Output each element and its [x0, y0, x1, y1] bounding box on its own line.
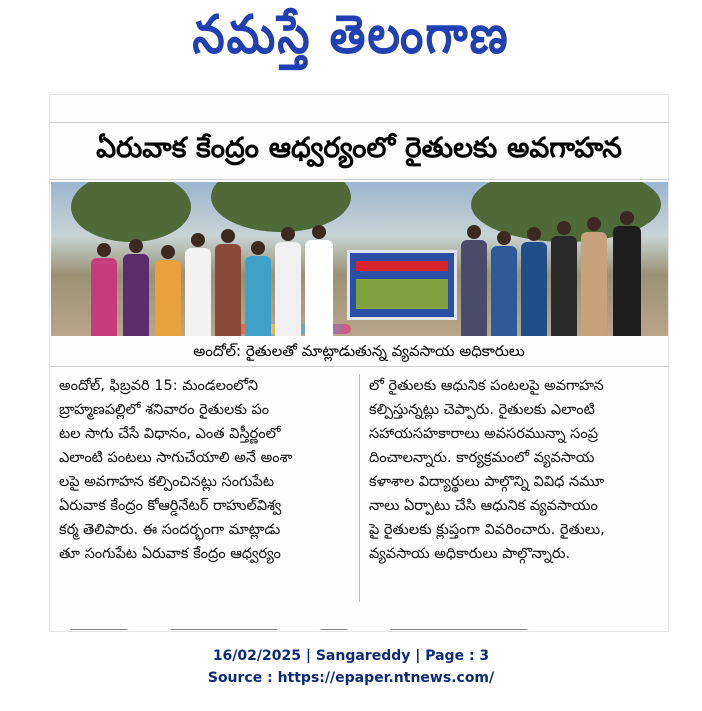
column-divider [359, 374, 360, 602]
event-banner [347, 250, 457, 320]
person-figure [551, 221, 577, 336]
text-line: టల సాగు చేసే విధానం, ఎంత విస్తీర్ణంలో [59, 426, 281, 442]
text-line: కల్పిస్తున్నట్లు చెప్పారు. రైతులకు ఎలాంటి [369, 402, 595, 418]
text-line: ఏరువాక కేంద్రం కోఆర్డినేటర్ రాహుల్‌విశ్వ [59, 498, 282, 514]
text-line: లపై అవగాహన కల్పించినట్లు సంగుపేట [59, 474, 275, 490]
text-line: నాలు ఏర్పాటు చేసి ఆధునిక వ్యవసాయం [369, 498, 598, 514]
article-column-left [59, 374, 351, 566]
text-line: బ్రాహ్మణపల్లిలో శనివారం రైతులకు పం [59, 402, 270, 418]
person-figure [185, 233, 211, 336]
text-line: వ్యవసాయ అధికారులు పాల్గొన్నారు. [369, 546, 571, 562]
person-figure [581, 217, 607, 336]
text-line: తూ సంగుపేట ఏరువాక కేంద్రం ఆధ్వర్యం [59, 546, 281, 562]
news-clipping [49, 94, 669, 632]
person-figure [155, 245, 181, 336]
text-line: లో రైతులకు ఆధునిక పంటలపై అవగాహన [369, 378, 604, 394]
article-headline: ఏరువాక కేంద్రం ఆధ్వర్యంలో రైతులకు అవగాహన [49, 122, 669, 180]
date-edition-line: 16/02/2025 | Sangareddy | Page : 3 [212, 648, 490, 664]
person-figure [91, 243, 117, 336]
person-figure [613, 211, 641, 336]
person-figure [215, 229, 241, 336]
source-line: Source : https://epaper.ntnews.com/ [207, 670, 495, 686]
person-figure [275, 227, 301, 336]
text-line: సహాయసహకారాలు అవసరమున్నా సంప్ర [369, 426, 598, 442]
newspaper-masthead [0, 3, 702, 70]
clipping-cut-edge [69, 620, 649, 630]
person-figure [491, 231, 517, 336]
text-line: పై రైతులకు క్లుప్తంగా వివరించారు. రైతులు, [369, 522, 605, 538]
person-figure [305, 225, 333, 336]
text-line: ఎలాంటి పంటలు సాగుచేయాలి అనే అంశా [59, 450, 293, 466]
text-line: కర్మ తెలిపారు. ఈ సందర్భంగా మాట్లాడు [59, 522, 281, 538]
text-line: దించాలన్నారు. కార్యక్రమంలో వ్యవసాయ [369, 450, 595, 466]
person-figure [123, 239, 149, 336]
text-line: కళాశాల విద్యార్థులు పాల్గొన్ని వివిధ నమూ [369, 474, 605, 490]
person-figure [461, 225, 487, 336]
text-line: అందోల్, ఫిబ్రవరి 15: మండలంలోని [59, 378, 258, 394]
person-figure [521, 227, 547, 336]
article-column-right [369, 374, 661, 566]
photo-caption: అందోల్: రైతులతో మాట్లాడుతున్న వ్యవసాయ అధికారులు [49, 340, 669, 367]
article-photo [51, 182, 668, 336]
person-figure [245, 241, 271, 336]
masthead-title: నమస్తే తెలంగాణ [192, 3, 510, 66]
